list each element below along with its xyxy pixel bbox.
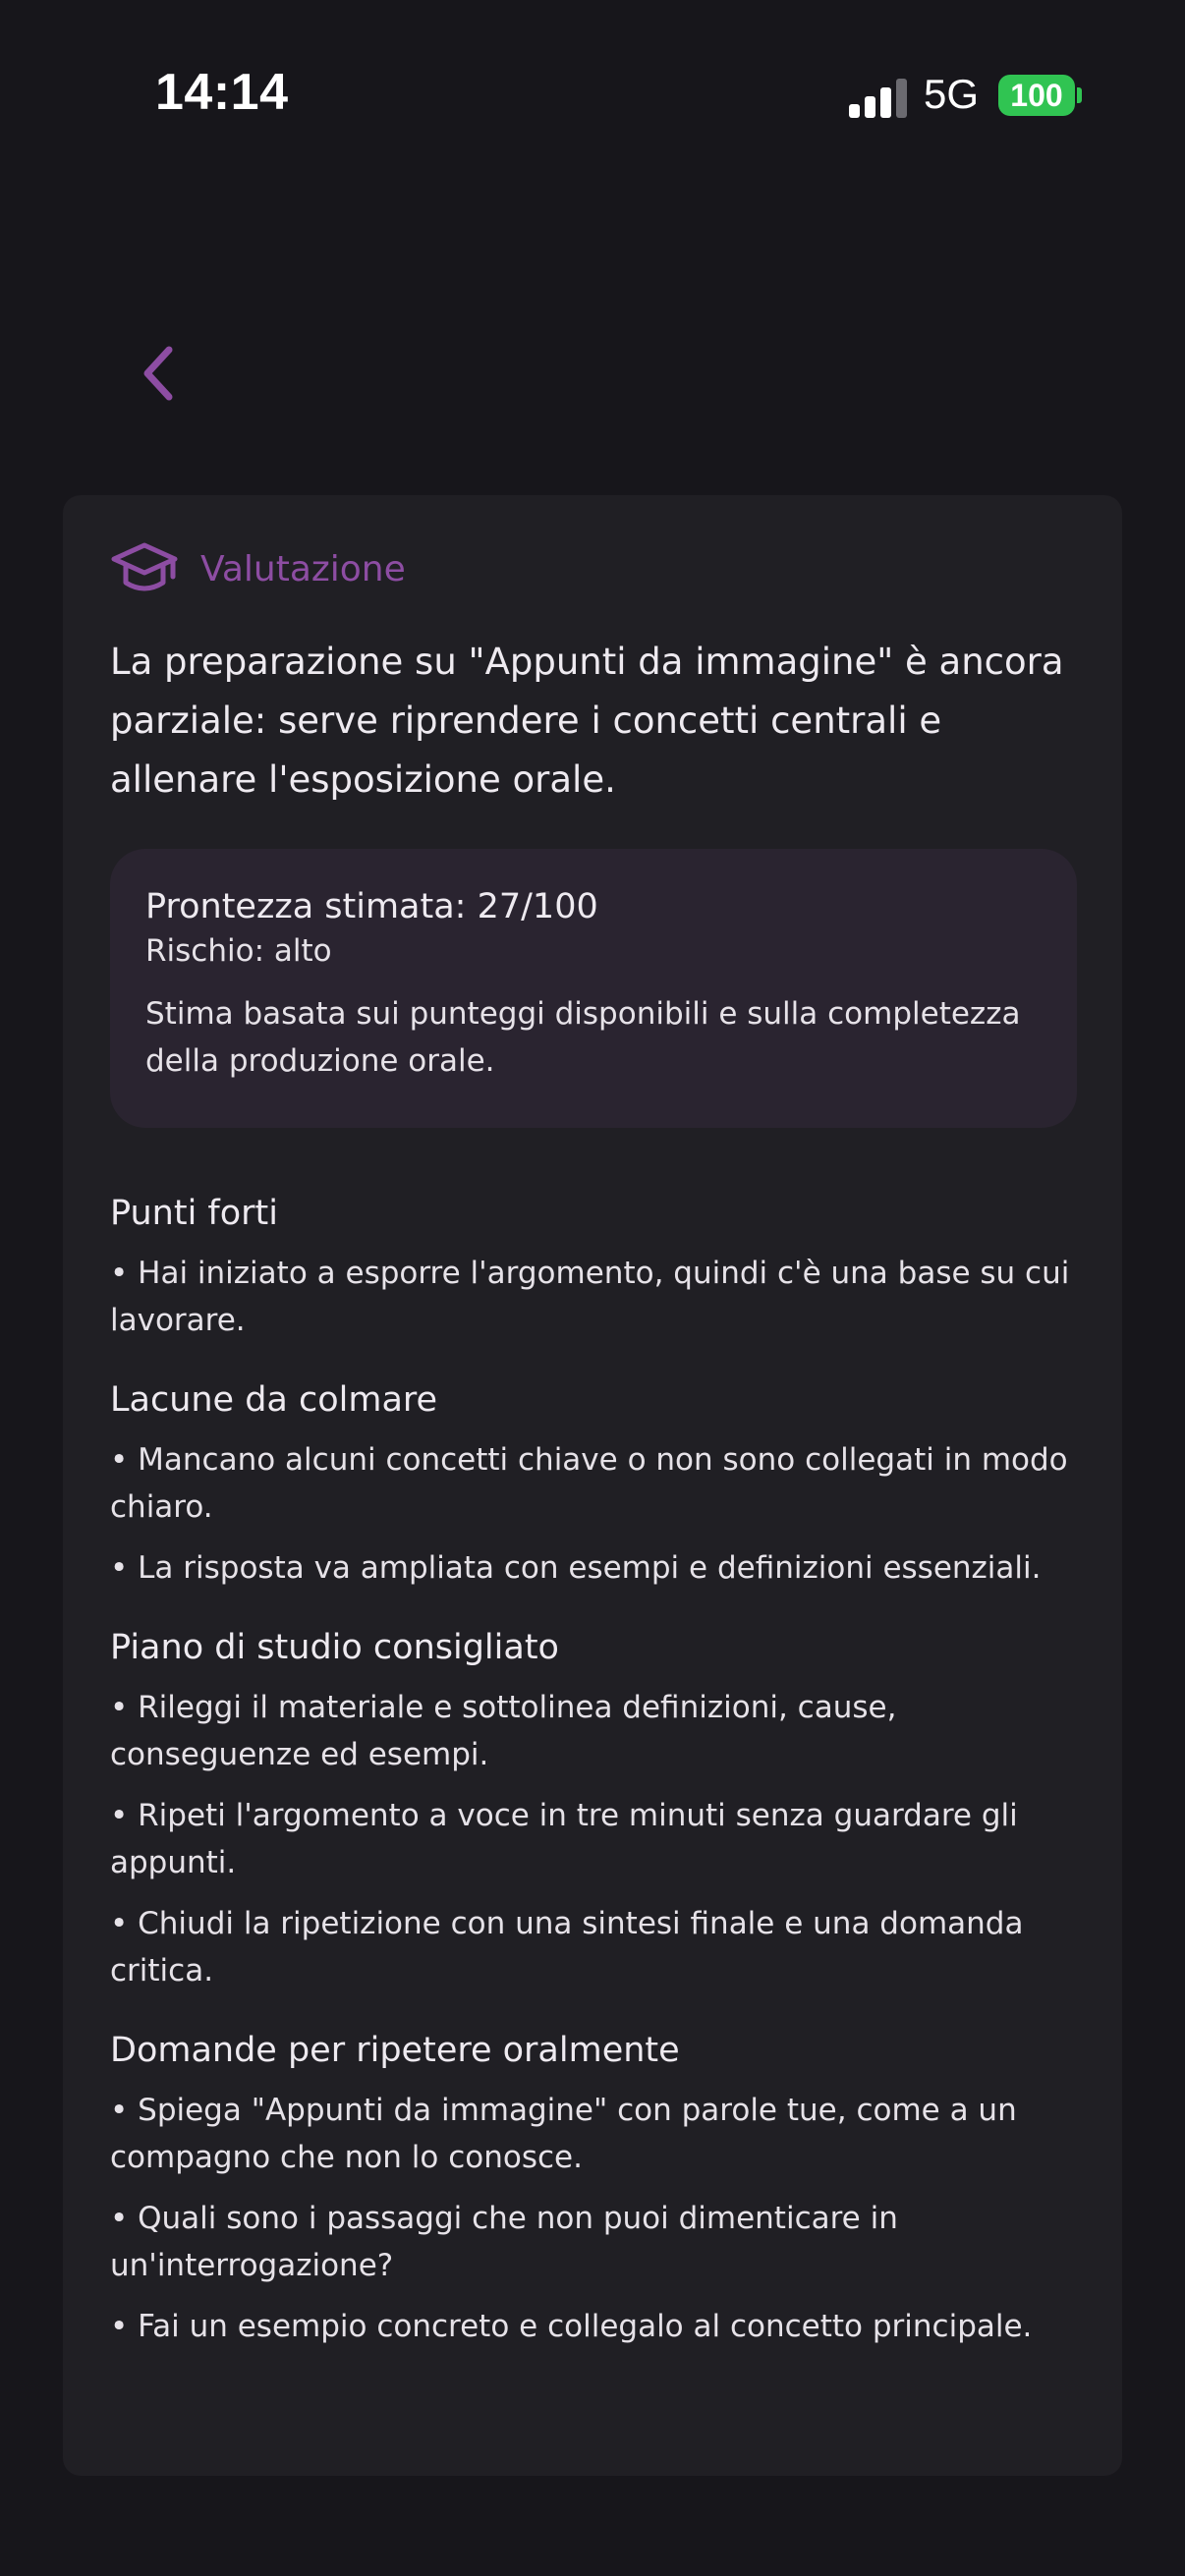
graduation-cap-icon xyxy=(110,539,179,598)
list-item: • Rileggi il materiale e sottolinea definizioni, cause, conseguenze ed esempi. xyxy=(110,1690,897,1772)
feedback-sections xyxy=(110,1187,1093,2364)
risk-level: Rischio: alto xyxy=(145,933,332,969)
back-button[interactable] xyxy=(128,334,187,413)
chevron-left-icon xyxy=(138,344,177,403)
battery-tip xyxy=(1077,87,1082,103)
card-header-label: Valutazione xyxy=(200,548,406,589)
section-gaps xyxy=(110,1373,1093,1592)
readiness-score: Prontezza stimata: 27/100 xyxy=(145,887,598,926)
section-study-plan xyxy=(110,1621,1093,1994)
readiness-box xyxy=(110,849,1077,1128)
section-title: Piano di studio consigliato xyxy=(110,1628,559,1667)
battery-icon: 100 xyxy=(998,75,1075,116)
section-strengths xyxy=(110,1187,1093,1344)
status-bar xyxy=(0,0,1185,196)
list-item: • Fai un esempio concreto e collegalo al concetto principale. xyxy=(110,2309,1033,2344)
readiness-note: Stima basata sui punteggi disponibili e sulla completezza della produzione orale. xyxy=(145,996,1021,1079)
list-item: • Chiudi la ripetizione con una sintesi finale e una domanda critica. xyxy=(110,1906,1024,1988)
evaluation-summary: La preparazione su "Appunti da immagine" è ancora parziale: serve riprendere i concetti centrali e allenare l'esposizione orale. xyxy=(110,641,1064,801)
section-oral-questions xyxy=(110,2024,1093,2350)
list-item: • Mancano alcuni concetti chiave o non sono collegati in modo chiaro. xyxy=(110,1442,1068,1525)
section-title: Punti forti xyxy=(110,1194,279,1233)
section-title: Lacune da colmare xyxy=(110,1380,438,1420)
evaluation-card xyxy=(63,495,1122,2476)
card-header xyxy=(110,534,406,603)
list-item: • Spiega "Appunti da immagine" con parole tue, come a un compagno che non lo conosce. xyxy=(110,2093,1017,2175)
list-item: • Hai iniziato a esporre l'argomento, quindi c'è una base su cui lavorare. xyxy=(110,1256,1070,1338)
section-title: Domande per ripetere oralmente xyxy=(110,2031,680,2070)
list-item: • La risposta va ampliata con esempi e definizioni essenziali. xyxy=(110,1550,1042,1586)
signal-strength-icon xyxy=(849,79,908,118)
list-item: • Quali sono i passaggi che non puoi dimenticare in un'interrogazione? xyxy=(110,2201,898,2283)
list-item: • Ripeti l'argomento a voce in tre minuti senza guardare gli appunti. xyxy=(110,1798,1018,1880)
network-type: 5G xyxy=(924,71,980,117)
status-time: 14:14 xyxy=(155,64,289,121)
